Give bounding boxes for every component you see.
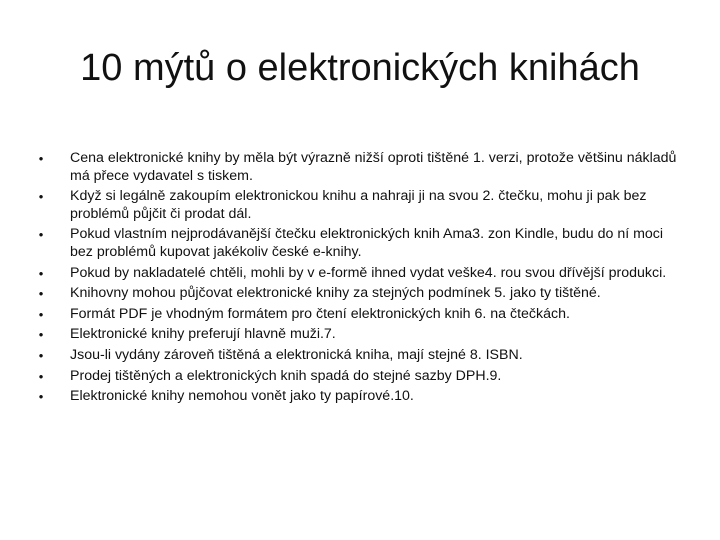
list-item [36,326,686,344]
list-item [36,388,686,406]
bullet-text: Když si legálně zakoupím elektronickou knihu a nahraji ji na svou 2. čtečku, mohu ji pak bez problémů půjčit či prodat dál. [70,188,647,222]
bullet-icon: • [38,151,44,166]
bullet-icon: • [38,265,44,281]
bullet-icon: • [38,306,44,322]
bullet-icon: • [38,347,44,363]
bullet-text: Prodej tištěných a elektronických knih spadá do stejné sazby DPH.9. [70,367,502,384]
bullet-icon: • [38,327,44,343]
bullet-text: Pokud vlastním nejprodávanější čtečku elektronických knih Ama3. zon Kindle, budu do ní moci bez problémů kupovat jakékoliv české e‑knihy. [70,226,664,260]
bullet-list [36,150,686,409]
bullet-icon: • [38,286,44,302]
bullet-text: Pokud by nakladatelé chtěli, mohli by v e‑formě ihned vydat veške4. rou svou dřívější produkci. [70,264,667,281]
bullet-text: Formát PDF je vhodným formátem pro čtení elektronických knih 6. na čtečkách. [70,305,570,322]
list-item [36,265,686,283]
bullet-text: Jsou‑li vydány zároveň tištěná a elektronická kniha, mají stejné 8. ISBN. [70,346,523,363]
bullet-icon: • [38,189,44,205]
bullet-icon: • [38,368,44,384]
bullet-icon: • [38,389,44,405]
list-item [36,188,686,223]
bullet-text: Cena elektronické knihy by měla být výrazně nižší oproti tištěné 1. verzi, protože většinu nákladů má přece vydavatel s tiskem. [70,150,677,184]
bullet-icon: • [38,227,44,243]
list-item [36,226,686,261]
list-item [36,306,686,324]
bullet-text: Elektronické knihy preferují hlavně muži.7. [70,326,336,343]
bullet-text: Elektronické knihy nemohou vonět jako ty papírové.10. [70,388,414,405]
list-item [36,285,686,303]
list-item [36,368,686,386]
bullet-text: Knihovny mohou půjčovat elektronické knihy za stejných podmínek 5. jako ty tištěné. [70,285,601,302]
list-item [36,150,686,185]
slide-title: 10 mýtů o elektronických knihách [80,47,640,89]
list-item [36,347,686,365]
